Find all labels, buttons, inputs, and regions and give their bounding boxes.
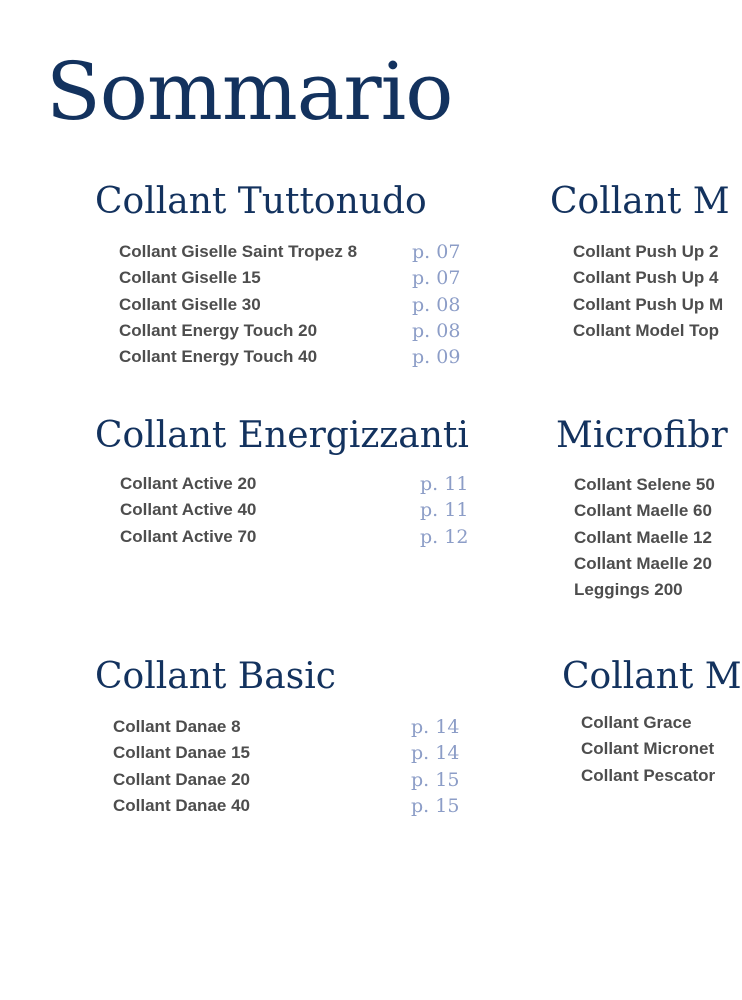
section-item-list — [574, 475, 728, 606]
page-reference: p. 08 — [412, 293, 461, 316]
item-name: Collant Danae 8 — [113, 717, 241, 736]
section-item-list — [113, 716, 460, 822]
section-collant-tuttonudo — [95, 181, 461, 373]
list-item — [581, 739, 742, 765]
list-item — [113, 742, 460, 769]
list-item — [120, 474, 469, 500]
item-name: Collant Push Up 4 — [573, 268, 719, 288]
item-name: Leggings 200 — [574, 580, 683, 600]
list-item — [113, 768, 460, 796]
item-name: Collant Grace — [581, 713, 692, 732]
list-item — [119, 267, 461, 294]
item-name: Collant Micronet — [581, 739, 715, 759]
page-reference: p. 15 — [411, 794, 460, 817]
section-title: Microfibr — [556, 415, 728, 456]
item-name: Collant Active 20 — [120, 474, 257, 493]
item-name: Collant Energy Touch 20 — [119, 320, 318, 340]
section-collant-m-bottom — [562, 656, 742, 792]
list-item — [113, 794, 460, 822]
list-item — [119, 346, 461, 373]
item-name: Collant Maelle 20 — [574, 553, 712, 573]
item-name: Collant Danae 20 — [113, 769, 250, 789]
section-item-list — [119, 241, 461, 373]
item-name: Collant Danae 40 — [113, 795, 250, 815]
section-item-list — [581, 713, 742, 792]
list-item — [574, 475, 728, 501]
item-name: Collant Energy Touch 40 — [119, 347, 318, 367]
item-name: Collant Pescator — [581, 765, 716, 785]
list-item — [581, 766, 742, 792]
page-reference: p. 14 — [411, 716, 460, 738]
list-item — [573, 242, 730, 268]
item-name: Collant Maelle 60 — [574, 501, 712, 521]
item-name: Collant Active 40 — [120, 500, 257, 520]
page-reference: p. 11 — [420, 499, 469, 522]
section-title: Collant M — [562, 656, 742, 697]
list-item — [574, 580, 728, 606]
list-item — [113, 716, 460, 743]
list-item — [574, 501, 728, 527]
section-collant-energizzanti — [95, 415, 469, 553]
item-name: Collant Active 70 — [120, 526, 257, 546]
page-reference: p. 12 — [420, 525, 469, 548]
item-name: Collant Push Up 2 — [573, 242, 719, 261]
section-title: Collant Basic — [95, 656, 336, 697]
item-name: Collant Giselle Saint Tropez 8 — [119, 242, 358, 261]
item-name: Collant Danae 15 — [113, 743, 250, 763]
item-name: Collant Maelle 12 — [574, 527, 712, 547]
list-item — [573, 321, 730, 347]
list-item — [573, 268, 730, 294]
item-name: Collant Selene 50 — [574, 475, 715, 494]
page-reference: p. 08 — [412, 319, 461, 342]
item-name: Collant Model Top — [573, 320, 720, 340]
section-title: Collant M — [550, 181, 730, 222]
page-reference: p. 07 — [412, 267, 461, 290]
page-reference: p. 11 — [420, 473, 469, 495]
page-reference: p. 15 — [411, 768, 460, 791]
list-item — [119, 319, 461, 347]
list-item — [573, 295, 730, 321]
list-item — [119, 241, 461, 268]
list-item — [120, 527, 469, 553]
list-item — [581, 713, 742, 739]
item-name: Collant Giselle 30 — [119, 294, 261, 314]
list-item — [119, 293, 461, 321]
page-reference: p. 09 — [412, 346, 461, 369]
section-collant-basic — [95, 656, 460, 822]
list-item — [574, 528, 728, 554]
list-item — [574, 554, 728, 580]
page-reference: p. 07 — [412, 241, 461, 263]
section-title: Collant Energizzanti — [95, 415, 469, 456]
section-title: Collant Tuttonudo — [95, 181, 427, 222]
section-microfibre — [556, 415, 728, 606]
section-item-list — [120, 474, 469, 553]
section-collant-m-top — [550, 181, 730, 347]
item-name: Collant Push Up M — [573, 294, 724, 314]
list-item — [120, 500, 469, 526]
page-reference: p. 14 — [411, 742, 460, 765]
section-item-list — [573, 242, 730, 347]
page-title: Sommario — [46, 45, 453, 138]
item-name: Collant Giselle 15 — [119, 268, 261, 288]
